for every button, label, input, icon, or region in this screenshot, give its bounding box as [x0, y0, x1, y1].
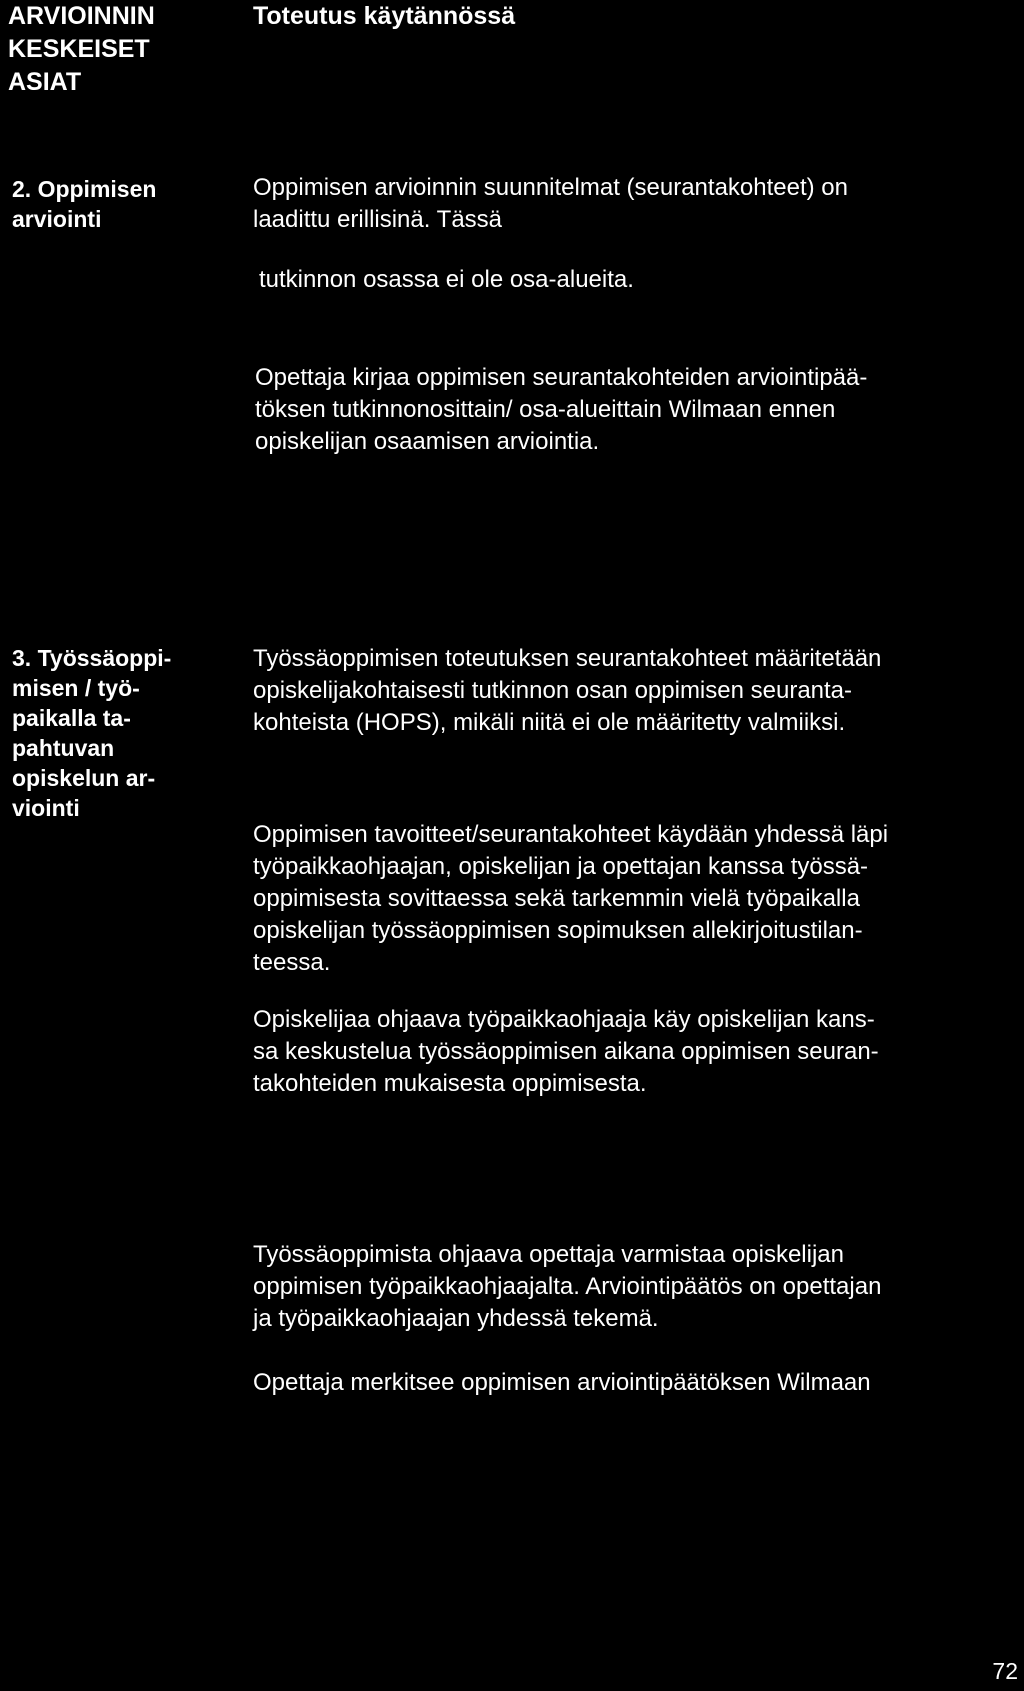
- section-2-paragraph-1: Oppimisen arvioinnin suunnitelmat (seurantakohteet) on laadittu erillisinä. Tässä: [253, 174, 848, 233]
- section-2-paragraph-2: tutkinnon osassa ei ole osa-alueita.: [259, 266, 634, 293]
- column-header-implementation: Toteutus käytännössä: [253, 2, 516, 30]
- section-3-label: 3. Työssäoppi- misen / työ- paikalla ta- pahtuvan opiskelun ar- viointi: [12, 645, 172, 821]
- section-2-paragraph-3: Opettaja kirjaa oppimisen seurantakohteiden arviointipää- töksen tutkinnonosittain/ osa-alueittain Wilmaan ennen opiskelijan osaamisen arviointia.: [255, 364, 868, 455]
- section-2-label: 2. Oppimisen arviointi: [12, 176, 157, 232]
- section-3-paragraph-1: Työssäoppimisen toteutuksen seurantakohteet määritetään opiskelijakohtaisesti tutkinnon osan oppimisen seuranta- kohteista (HOPS), mikäli niitä ei ole määritetty valmiiksi.: [253, 645, 882, 736]
- column-header-key-issues: ARVIOINNIN KESKEISET ASIAT: [8, 2, 155, 96]
- section-3-paragraph-4: Työssäoppimista ohjaava opettaja varmistaa opiskelijan oppimisen työpaikkaohjaajalta. Arviointipäätös on opettajan ja työpaikkaohjaajan yhdessä tekemä.: [253, 1241, 882, 1332]
- section-3-paragraph-3: Opiskelijaa ohjaava työpaikkaohjaaja käy opiskelijan kans- sa keskustelua työssäoppimisen aikana oppimisen seuran- takohteiden mukaisesta oppimisesta.: [253, 1006, 879, 1097]
- section-3-paragraph-5: Opettaja merkitsee oppimisen arviointipäätöksen Wilmaan: [253, 1369, 871, 1396]
- section-3-paragraph-2: Oppimisen tavoitteet/seurantakohteet käydään yhdessä läpi työpaikkaohjaajan, opiskelijan ja opettajan kanssa työssä- oppimisesta sovittaessa sekä tarkemmin vielä työpaikalla opiskelijan työssäoppimisen sopimuksen allekirjoitustilan- teessa.: [253, 821, 889, 976]
- page-number: 72: [992, 1658, 1018, 1684]
